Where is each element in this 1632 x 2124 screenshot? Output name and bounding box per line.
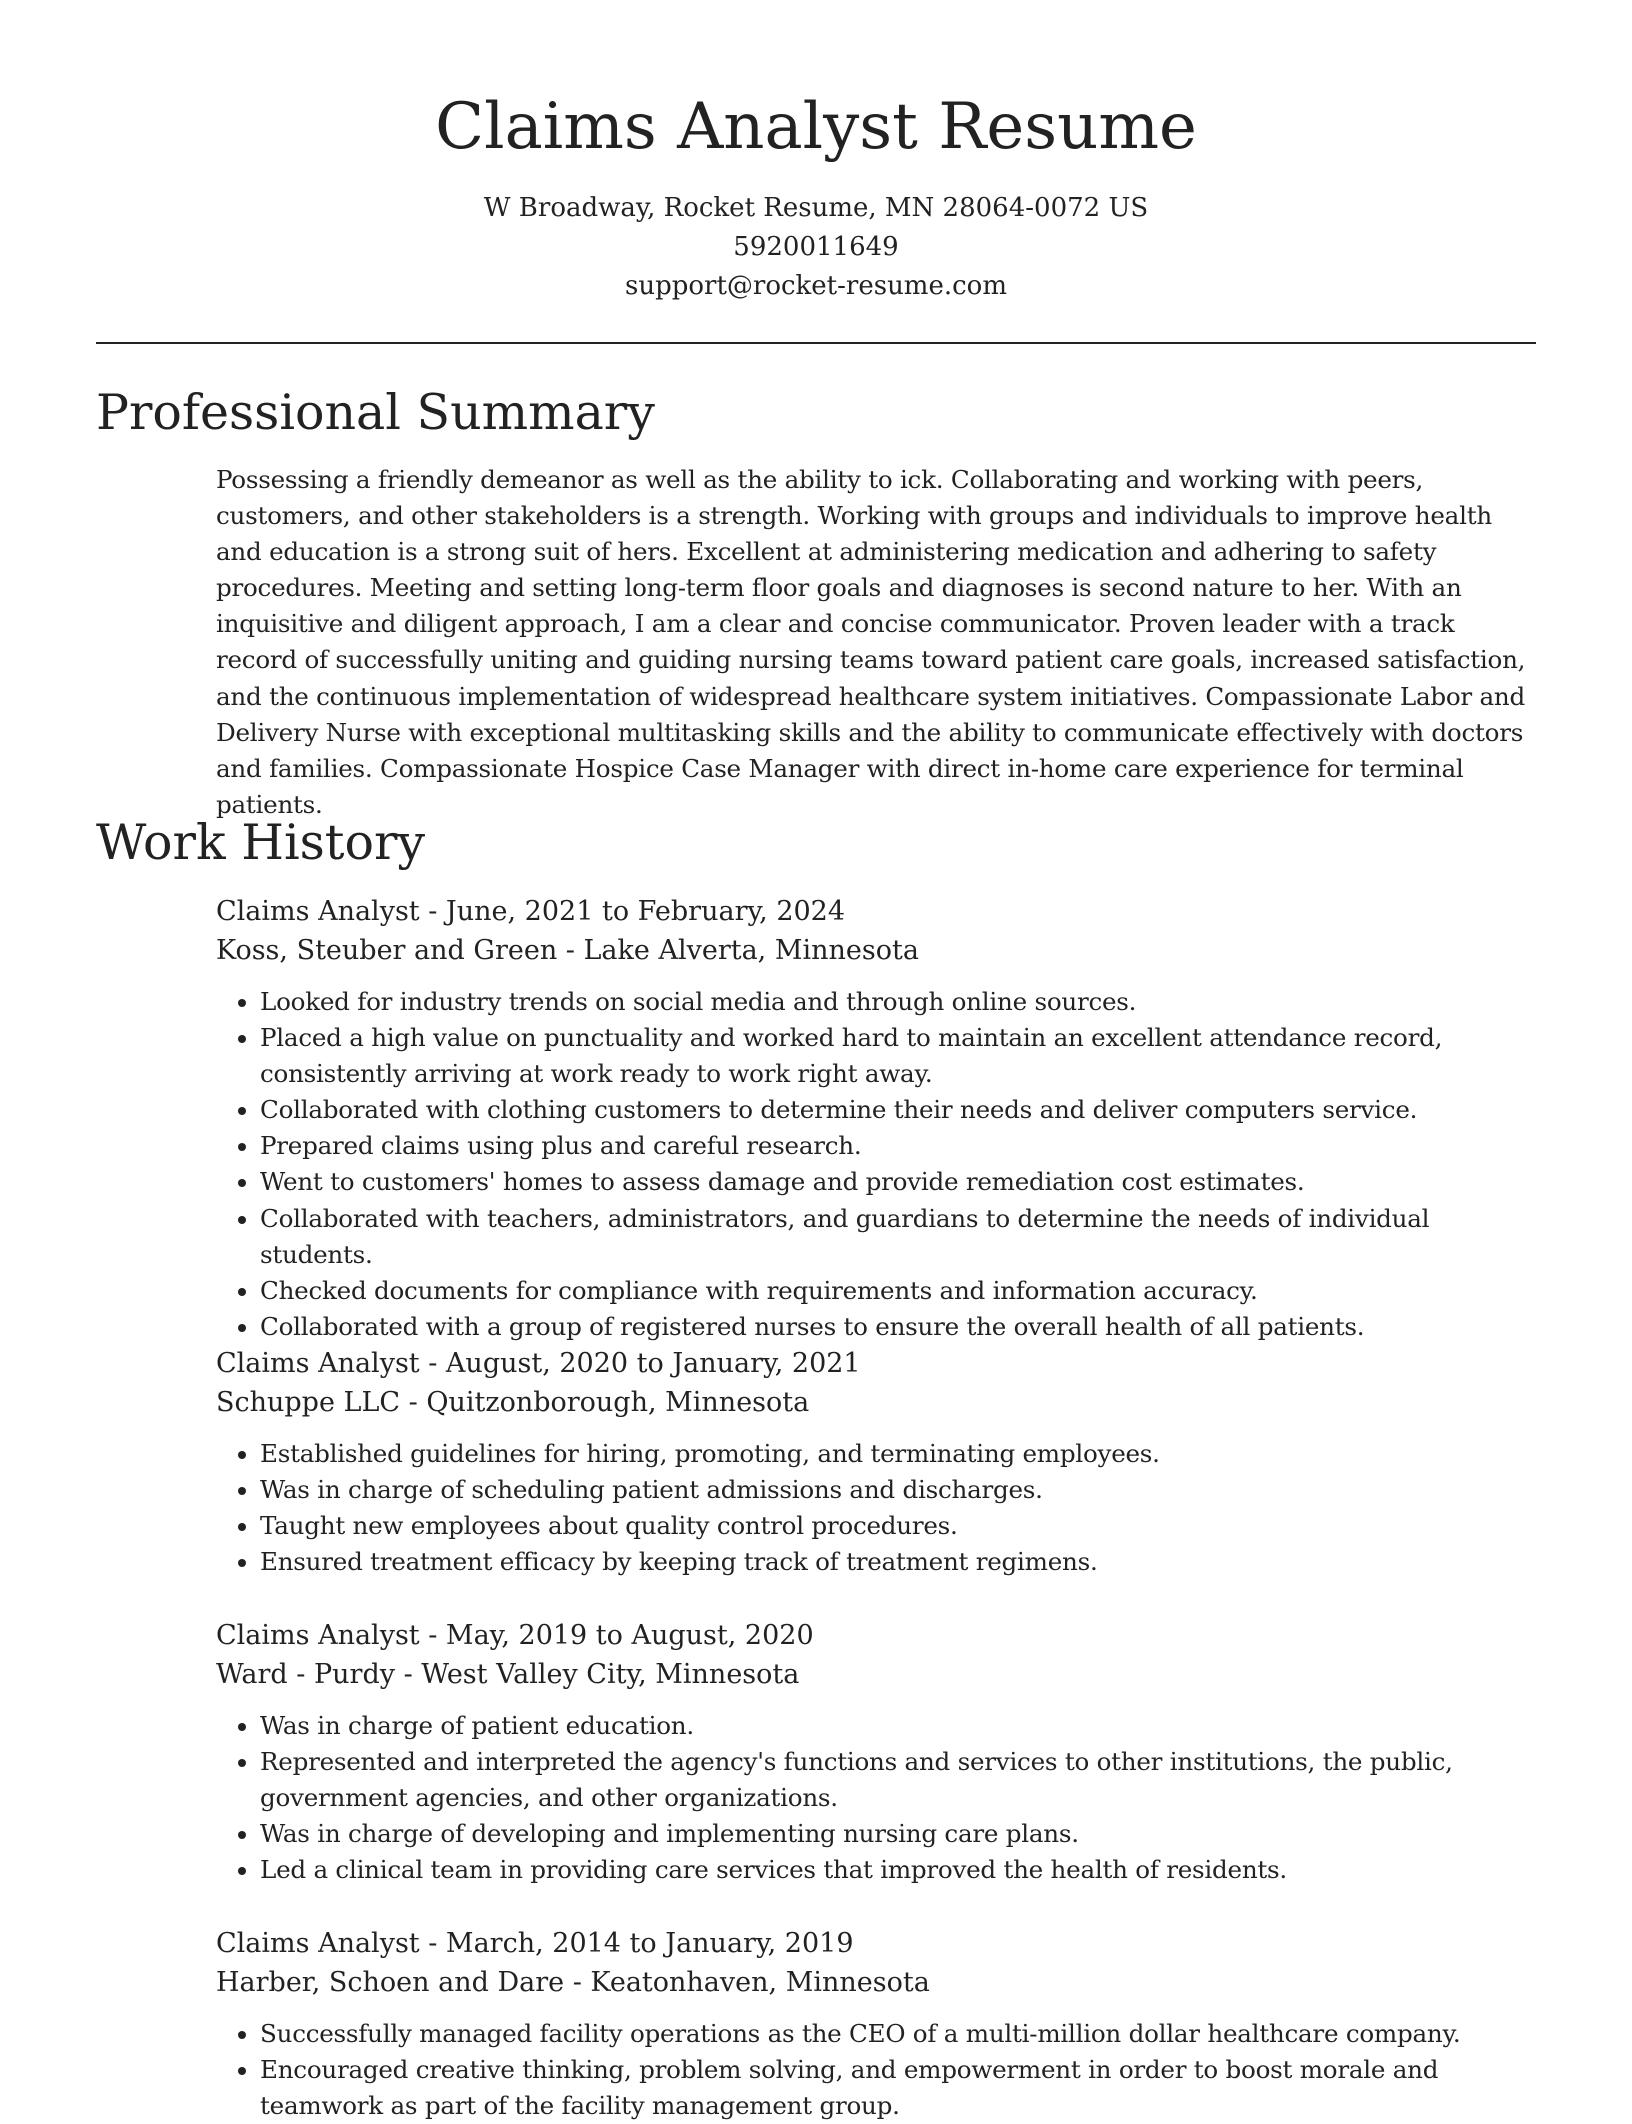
summary-heading: Professional Summary [96, 384, 655, 441]
duty-item: • Prepared claims using plus and careful research. [260, 1128, 1536, 1164]
job-duties [216, 1436, 1536, 1580]
contact-address: W Broadway, Rocket Resume, MN 28064-0072 US [483, 193, 1149, 223]
duty-item: • Was in charge of patient education. [260, 1708, 1536, 1744]
resume-title: Claims Analyst Resume [435, 90, 1197, 164]
duty-item: • Successfully managed facility operations as the CEO of a multi-million dollar healthcare company. [260, 2016, 1536, 2052]
job-entry [216, 892, 1536, 1345]
header-divider [96, 342, 1536, 344]
duty-item: • Was in charge of scheduling patient admissions and discharges. [260, 1472, 1536, 1508]
duty-item: • Encouraged creative thinking, problem solving, and empowerment in order to boost morale and teamwork as part of the facility management group. [260, 2052, 1536, 2124]
contact-phone: 5920011649 [733, 232, 899, 262]
duty-item: • Taught new employees about quality control procedures. [260, 1508, 1536, 1544]
duty-item: • Checked documents for compliance with requirements and information accuracy. [260, 1273, 1536, 1309]
duty-item: • Collaborated with clothing customers to determine their needs and deliver computers service. [260, 1092, 1536, 1128]
job-heading: Claims Analyst - March, 2014 to January, 2019 [216, 1928, 854, 1959]
resume-page [96, 0, 1536, 2121]
job-duties [216, 984, 1536, 1345]
duty-item: • Represented and interpreted the agency's functions and services to other institutions, the public, government agencies, and other organizations. [260, 1744, 1536, 1816]
duty-item: • Ensured treatment efficacy by keeping track of treatment regimens. [260, 1544, 1536, 1580]
duty-item: • Collaborated with teachers, administrators, and guardians to determine the needs of individual students. [260, 1201, 1536, 1273]
job-company: Harber, Schoen and Dare - Keatonhaven, Minnesota [216, 1967, 930, 1998]
job-company: Koss, Steuber and Green - Lake Alverta, Minnesota [216, 935, 919, 966]
duty-item: • Looked for industry trends on social media and through online sources. [260, 984, 1536, 1020]
duty-item: • Went to customers' homes to assess damage and provide remediation cost estimates. [260, 1164, 1536, 1200]
job-entry [216, 1616, 1536, 1888]
duty-item: • Collaborated with a group of registered nurses to ensure the overall health of all patients. [260, 1309, 1536, 1345]
resume-header [96, 0, 1536, 306]
job-company: Schuppe LLC - Quitzonborough, Minnesota [216, 1387, 810, 1418]
job-heading: Claims Analyst - June, 2021 to February, 2024 [216, 896, 846, 927]
duty-item: • Led a clinical team in providing care services that improved the health of residents. [260, 1852, 1536, 1888]
duty-item: • Was in charge of developing and implementing nursing care plans. [260, 1816, 1536, 1852]
job-entry [216, 1344, 1536, 1580]
job-heading: Claims Analyst - May, 2019 to August, 2020 [216, 1620, 814, 1651]
duty-item: • Established guidelines for hiring, promoting, and terminating employees. [260, 1436, 1536, 1472]
job-company: Ward - Purdy - West Valley City, Minnesota [216, 1659, 800, 1690]
job-duties [216, 2016, 1536, 2124]
work-history-heading: Work History [96, 814, 426, 871]
job-heading: Claims Analyst - August, 2020 to January, 2021 [216, 1348, 861, 1379]
job-entry [216, 1924, 1536, 2124]
duty-item: • Placed a high value on punctuality and worked hard to maintain an excellent attendance record, consistently arriving at work ready to work right away. [260, 1020, 1536, 1092]
contact-email: support@rocket-resume.com [624, 271, 1007, 301]
summary-text: Possessing a friendly demeanor as well as the ability to ick. Collaborating and working with peers, customers, and other stakeholders is a strength. Working with groups and individuals to improve health and education is a strong suit of hers. Excellent at administering medication and adhering to safety procedures. Meeting and setting long-term floor goals and diagnoses is second nature to her. With an inquisitive and diligent approach, I am a clear and concise communicator. Proven leader with a track record of successfully uniting and guiding nursing teams toward patient care goals, increased satisfaction, and the continuous implementation of widespread healthcare system initiatives. Compassionate Labor and Delivery Nurse with exceptional multitasking skills and the ability to communicate effectively with doctors and families. Compassionate Hospice Case Manager with direct in-home care experience for terminal patients. [216, 465, 1526, 819]
job-duties [216, 1708, 1536, 1888]
